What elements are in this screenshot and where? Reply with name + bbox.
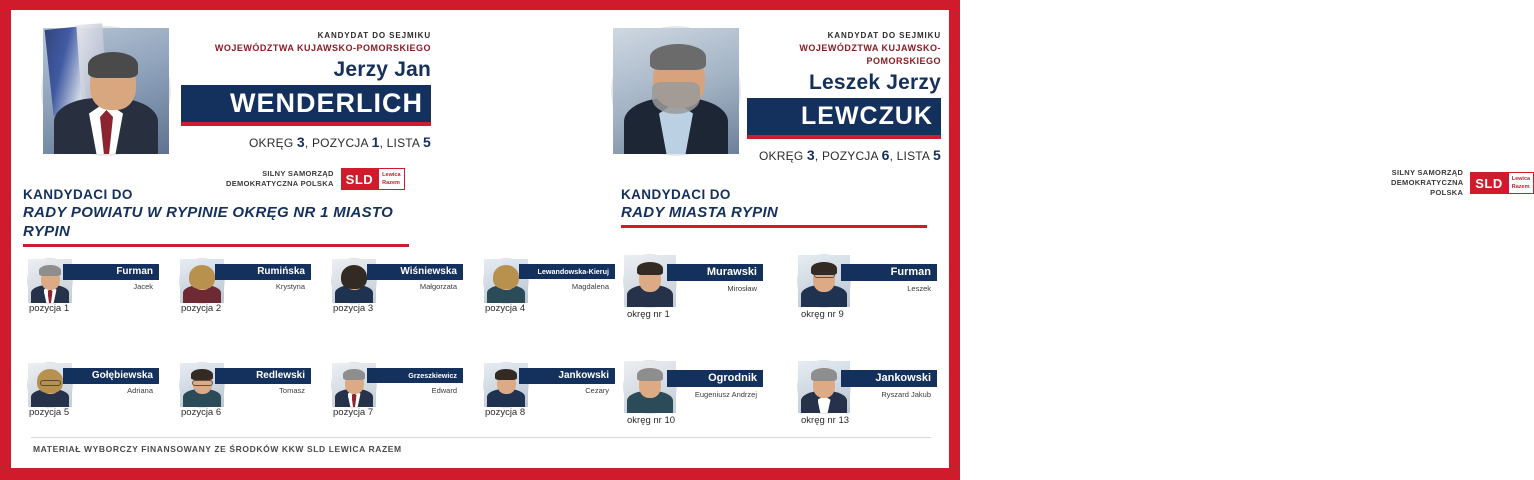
avatar-hair bbox=[341, 265, 367, 289]
miasto-1-surname: Murawski bbox=[667, 264, 763, 281]
footer-disclaimer: MATERIAŁ WYBORCZY FINANSOWANY ZE ŚRODKÓW KKW SLD LEWICA RAZEM bbox=[33, 444, 402, 454]
poster-content bbox=[11, 10, 1531, 468]
pozycja-value-right: 6 bbox=[881, 147, 890, 163]
powiat-5-position: pozycja 5 bbox=[29, 407, 70, 418]
powiat-2-position: pozycja 2 bbox=[181, 303, 222, 314]
powiat-3-firstname: Małgorzata bbox=[419, 282, 457, 291]
sld-logo-sub2-left: Razem bbox=[382, 180, 400, 186]
list-item-powiat-8 bbox=[483, 362, 615, 424]
sld-logo-main-right: SLD bbox=[1470, 172, 1508, 194]
powiat-1-firstname: Jacek bbox=[133, 282, 153, 291]
pozycja-prefix-right: , POZYCJA bbox=[814, 149, 882, 163]
miasto-3-firstname: Eugeniusz Andrzej bbox=[694, 390, 757, 399]
miasto-4-firstname: Ryszard Jakub bbox=[881, 390, 931, 399]
pozycja-prefix-left: , POZYCJA bbox=[304, 136, 372, 150]
miasto-4-surname: Jankowski bbox=[841, 370, 937, 387]
avatar-miasto-2 bbox=[797, 254, 851, 308]
okreg-prefix-right: OKRĘG bbox=[759, 149, 807, 163]
candidate-text-block-left bbox=[181, 30, 431, 150]
frame-border-bottom bbox=[0, 468, 960, 480]
avatar-hair bbox=[39, 265, 61, 276]
list-item-powiat-7 bbox=[331, 362, 463, 424]
powiat-3-position: pozycja 3 bbox=[333, 303, 374, 314]
powiat-6-firstname: Tomasz bbox=[279, 386, 305, 395]
avatar-hair bbox=[191, 369, 213, 380]
miasto-1-firstname: Mirosław bbox=[727, 284, 757, 293]
powiat-5-firstname: Adriana bbox=[127, 386, 153, 395]
powiat-7-position: pozycja 7 bbox=[333, 407, 374, 418]
powiat-1-surname: Furman bbox=[63, 264, 159, 280]
powiat-5-surname: Gołębiewska bbox=[63, 368, 159, 384]
powiat-3-surname: Wiśniewska bbox=[367, 264, 463, 280]
avatar-miasto-3 bbox=[623, 360, 677, 414]
section-heading-powiat bbox=[23, 186, 423, 247]
avatar-hair bbox=[495, 369, 517, 380]
powiat-4-firstname: Magdalena bbox=[571, 282, 609, 291]
list-item-powiat-3 bbox=[331, 258, 463, 320]
powiat-7-firstname: Edward bbox=[431, 386, 457, 395]
powiat-8-surname: Jankowski bbox=[519, 368, 615, 384]
candidate-surname-left: WENDERLICH bbox=[181, 85, 431, 122]
candidate-position-right bbox=[747, 147, 941, 163]
powiat-8-position: pozycja 8 bbox=[485, 407, 526, 418]
lista-prefix-right: , LISTA bbox=[889, 149, 933, 163]
kandydat-label-right: KANDYDAT DO SEJMIKU bbox=[827, 31, 941, 40]
candidate-position-left bbox=[181, 134, 431, 150]
accent-rule-right bbox=[747, 135, 941, 139]
frame-border-left bbox=[0, 0, 11, 480]
list-item-miasto-2 bbox=[797, 254, 937, 320]
list-item-miasto-4 bbox=[797, 360, 937, 426]
powiat-2-firstname: Krystyna bbox=[275, 282, 305, 291]
section-heading-miasto bbox=[621, 186, 941, 228]
candidate-portrait-wenderlich bbox=[41, 26, 171, 156]
glasses-icon bbox=[192, 380, 213, 386]
powiat-6-position: pozycja 6 bbox=[181, 407, 222, 418]
powiat-4-surname: Lewandowska-Kieruj bbox=[519, 264, 615, 279]
candidate-first-name-left: Jerzy Jan bbox=[333, 58, 431, 81]
party-slogan-line1-right: SILNY SAMORZĄD bbox=[1391, 168, 1464, 177]
candidate-portrait-lewczuk bbox=[611, 26, 741, 156]
section-powiat-rule bbox=[23, 244, 409, 247]
avatar-hair bbox=[343, 369, 365, 380]
pozycja-value-left: 1 bbox=[371, 134, 380, 150]
avatar-miasto-4 bbox=[797, 360, 851, 414]
powiat-6-surname: Redlewski bbox=[215, 368, 311, 384]
glasses-icon bbox=[40, 380, 61, 386]
okreg-prefix-left: OKRĘG bbox=[249, 136, 297, 150]
accent-rule-left bbox=[181, 122, 431, 126]
wojewodztwo-label-left: WOJEWÓDZTWA KUJAWSKO-POMORSKIEGO bbox=[214, 43, 431, 53]
section-miasto-line1: KANDYDACI DO bbox=[621, 187, 731, 202]
sld-logo-main-left: SLD bbox=[341, 168, 379, 190]
section-powiat-line2: RADY POWIATU W RYPINIE OKRĘG NR 1 MIASTO RYPIN bbox=[23, 204, 394, 240]
portrait-beard-2 bbox=[652, 82, 700, 114]
frame-border-right bbox=[949, 0, 960, 480]
list-item-miasto-3 bbox=[623, 360, 763, 426]
candidate-text-block-right bbox=[747, 30, 941, 163]
party-slogan-line2-left: DEMOKRATYCZNA POLSKA bbox=[226, 179, 334, 188]
list-item-powiat-1 bbox=[27, 258, 159, 320]
section-powiat-line1: KANDYDACI DO bbox=[23, 187, 133, 202]
miasto-4-position: okręg nr 13 bbox=[801, 415, 850, 426]
powiat-1-position: pozycja 1 bbox=[29, 303, 70, 314]
lista-value-right: 5 bbox=[933, 147, 941, 163]
party-branding-right bbox=[1391, 168, 1534, 198]
section-miasto-line2: RADY MIASTA RYPIN bbox=[621, 204, 779, 221]
portrait-hair-2 bbox=[650, 44, 706, 70]
sld-logo-sub-right bbox=[1508, 172, 1534, 194]
kandydat-label-left: KANDYDAT DO SEJMIKU bbox=[317, 31, 431, 40]
avatar-hair bbox=[637, 368, 663, 381]
list-item-powiat-4 bbox=[483, 258, 615, 320]
miasto-2-position: okręg nr 9 bbox=[801, 309, 844, 320]
party-slogan-right bbox=[1391, 168, 1463, 198]
list-item-miasto-1 bbox=[623, 254, 763, 320]
avatar-hair bbox=[189, 265, 215, 289]
miasto-2-firstname: Leszek bbox=[907, 284, 931, 293]
list-item-powiat-6 bbox=[179, 362, 311, 424]
party-slogan-line1-left: SILNY SAMORZĄD bbox=[262, 169, 334, 178]
okreg-value-left: 3 bbox=[296, 134, 305, 150]
list-item-powiat-5 bbox=[27, 362, 159, 424]
footer-divider bbox=[31, 437, 931, 438]
lista-value-left: 5 bbox=[423, 134, 431, 150]
miasto-2-surname: Furman bbox=[841, 264, 937, 281]
glasses-icon bbox=[814, 272, 835, 278]
miasto-1-position: okręg nr 1 bbox=[627, 309, 670, 320]
party-slogan-line2-right: DEMOKRATYCZNA POLSKA bbox=[1391, 178, 1464, 197]
powiat-4-position: pozycja 4 bbox=[485, 303, 526, 314]
avatar-hair bbox=[637, 262, 663, 275]
miasto-3-surname: Ogrodnik bbox=[667, 370, 763, 387]
list-item-powiat-2 bbox=[179, 258, 311, 320]
sld-logo-sub1-right: Lewica bbox=[1511, 176, 1531, 182]
sld-logo-sub1-left: Lewica bbox=[382, 172, 401, 178]
okreg-value-right: 3 bbox=[806, 147, 815, 163]
sejmik-candidate-wenderlich bbox=[21, 16, 441, 186]
sld-logo-right bbox=[1470, 172, 1534, 194]
powiat-8-firstname: Cezary bbox=[585, 386, 609, 395]
portrait-hair bbox=[88, 52, 138, 78]
avatar-miasto-1 bbox=[623, 254, 677, 308]
miasto-3-position: okręg nr 10 bbox=[627, 415, 676, 426]
section-miasto-rule bbox=[621, 225, 927, 228]
wojewodztwo-label-right: WOJEWÓDZTWA KUJAWSKO-POMORSKIEGO bbox=[799, 43, 941, 66]
lista-prefix-left: , LISTA bbox=[379, 136, 423, 150]
powiat-2-surname: Rumińska bbox=[215, 264, 311, 280]
avatar-hair bbox=[811, 368, 837, 381]
sld-logo-sub2-right: Razem bbox=[1511, 184, 1530, 190]
avatar-hair bbox=[493, 265, 519, 289]
candidate-surname-right: LEWCZUK bbox=[747, 98, 941, 135]
frame-border-top bbox=[0, 0, 960, 10]
candidate-first-name-right: Leszek Jerzy bbox=[809, 71, 941, 94]
powiat-7-surname: Grzeszkiewicz bbox=[367, 368, 463, 383]
